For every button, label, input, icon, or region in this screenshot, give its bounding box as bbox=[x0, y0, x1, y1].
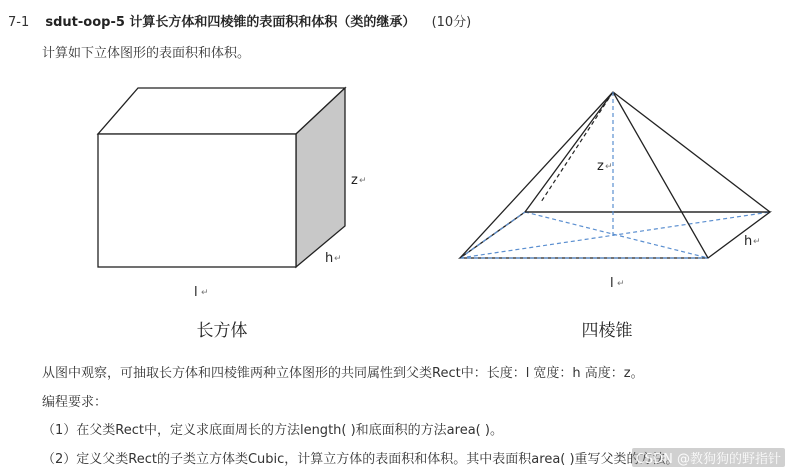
pyramid-edge-left bbox=[460, 92, 613, 258]
question-score: (10分) bbox=[431, 15, 472, 30]
cuboid-diagram bbox=[98, 88, 367, 341]
shapes-figure bbox=[0, 80, 799, 350]
pyramid-label-h: h bbox=[744, 234, 753, 249]
pyramid-caption: 四棱锥 bbox=[581, 321, 633, 341]
question-header bbox=[8, 11, 471, 30]
pyramid-diagonal-2 bbox=[525, 212, 708, 258]
cuboid-mark-l: ↵ bbox=[201, 288, 209, 298]
cuboid-label-h: h bbox=[325, 251, 334, 266]
pyramid-mark-h: ↵ bbox=[753, 237, 761, 247]
cuboid-mark-h: ↵ bbox=[334, 254, 342, 264]
cuboid-label-l: l bbox=[194, 285, 198, 300]
intro-text: 计算如下立体图形的表面积和体积。 bbox=[42, 46, 251, 61]
requirement-2: （2）定义父类Rect的子类立方体类Cubic，计算立方体的表面积和体积。其中表面积area( )重写父类的方法。 bbox=[42, 452, 679, 467]
requirement-1: （1）在父类Rect中，定义求底面周长的方法length( )和底面积的方法area( )。 bbox=[42, 423, 503, 438]
watermark: CSDN @教狗狗的野指针 bbox=[632, 448, 785, 467]
cuboid-front-face bbox=[98, 134, 296, 267]
body-line-2: 编程要求： bbox=[42, 395, 108, 410]
body-line-1: 从图中观察，可抽取长方体和四棱锥两种立体图形的共同属性到父类Rect中：长度：l 宽度：h 高度：z。 bbox=[42, 366, 644, 381]
pyramid-edge-front-left bbox=[525, 92, 613, 212]
pyramid-mark-l: ↵ bbox=[617, 279, 625, 289]
cuboid-label-z: z bbox=[351, 173, 358, 188]
pyramid-diagram bbox=[460, 92, 770, 341]
cuboid-caption: 长方体 bbox=[196, 321, 248, 341]
pyramid-hidden-edge bbox=[541, 92, 613, 202]
pyramid-label-l: l bbox=[610, 276, 614, 291]
question-title: sdut-oop-5 计算长方体和四棱锥的表面积和体积（类的继承） bbox=[45, 15, 416, 30]
pyramid-label-z: z bbox=[597, 159, 604, 174]
pyramid-mark-z: ↵ bbox=[605, 162, 613, 172]
cuboid-mark-z: ↵ bbox=[359, 176, 367, 186]
pyramid-edge-right bbox=[613, 92, 770, 212]
question-number: 7-1 bbox=[8, 15, 30, 30]
